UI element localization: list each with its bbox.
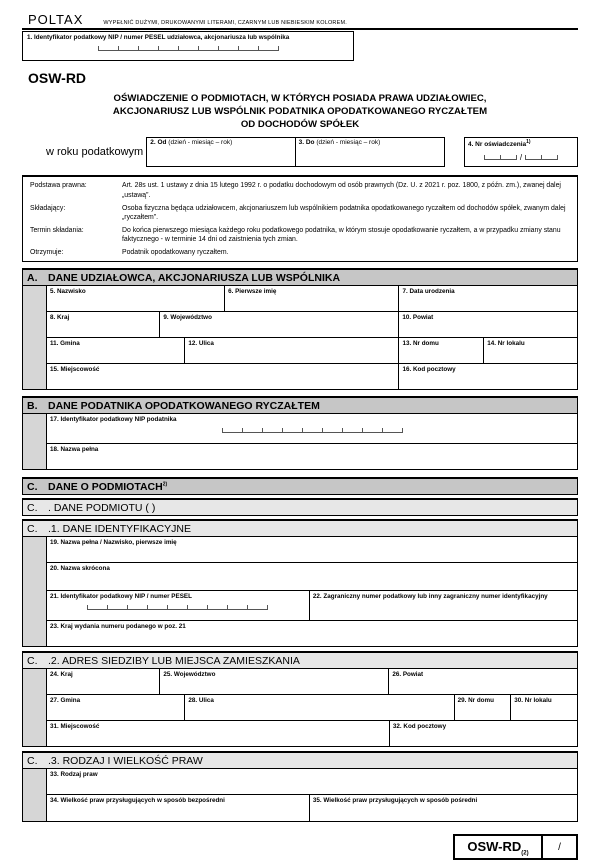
field-21-entry-ruler bbox=[50, 605, 306, 610]
field-20-label: 20. Nazwa skrócona bbox=[50, 564, 110, 572]
page-footer bbox=[22, 834, 578, 860]
section-c-footnote-mark: 2) bbox=[162, 481, 168, 488]
field-8-kraj[interactable] bbox=[47, 312, 160, 337]
nr-ruler-left bbox=[484, 155, 517, 160]
field-7-data-urodzenia[interactable] bbox=[399, 286, 577, 311]
field-22-zagraniczny-numer[interactable] bbox=[310, 591, 577, 620]
nr-separator: / bbox=[519, 153, 523, 163]
section-c1-header bbox=[22, 519, 578, 537]
field-11-label: 11. Gmina bbox=[50, 339, 80, 347]
field-11-gmina[interactable] bbox=[47, 338, 185, 363]
field-35-wielkosc-praw-posrednich[interactable] bbox=[310, 795, 577, 821]
legal-info-box bbox=[22, 175, 578, 263]
section-c2-letter: C. bbox=[27, 654, 38, 667]
legal-label: Termin składania: bbox=[30, 226, 84, 234]
field-28-label: 28. Ulica bbox=[188, 696, 214, 704]
field-24-kraj[interactable] bbox=[47, 669, 160, 694]
field-4-nr-oswiadczenia[interactable] bbox=[464, 137, 578, 167]
section-c3 bbox=[22, 751, 578, 822]
form-title-line3: OD DOCHODÓW SPÓŁEK bbox=[240, 119, 360, 131]
field-2-label: 2. Od bbox=[150, 139, 167, 147]
field-17-nip-podatnika[interactable] bbox=[47, 414, 577, 443]
section-c-subject-title: . DANE PODMIOTU ( ) bbox=[48, 501, 156, 514]
field-18-nazwa-pelna[interactable] bbox=[47, 444, 577, 469]
field-18-label: 18. Nazwa pełna bbox=[50, 445, 99, 453]
footer-form-code bbox=[455, 836, 543, 858]
section-c-title-text: DANE O PODMIOTACH bbox=[48, 480, 163, 493]
field-5-label: 5. Nazwisko bbox=[50, 287, 86, 295]
section-c1 bbox=[22, 519, 578, 647]
field-21-nip-pesel[interactable] bbox=[47, 591, 310, 620]
section-b-title: DANE PODATNIKA OPODATKOWANEGO RYCZAŁTEM bbox=[48, 399, 320, 412]
legal-label: Otrzymuje: bbox=[30, 249, 64, 257]
field-8-label: 8. Kraj bbox=[50, 313, 70, 321]
field-32-label: 32. Kod pocztowy bbox=[392, 722, 447, 730]
field-35-label: 35. Wielkość praw przysługujących w sposób pośredni bbox=[312, 796, 478, 804]
field-2-od[interactable] bbox=[146, 137, 295, 167]
section-c2-margin-strip bbox=[23, 669, 47, 746]
section-a-title: DANE UDZIAŁOWCA, AKCJONARIUSZA LUB WSPÓLNIKA bbox=[48, 271, 341, 284]
form-title-line2: AKCJONARIUSZ LUB WSPÓLNIK PODATNIKA OPODATKOWANEGO RYCZAŁTEM bbox=[112, 106, 488, 118]
section-c1-body bbox=[22, 537, 578, 647]
field-17-entry-ruler bbox=[50, 428, 574, 433]
field-21-label: 21. Identyfikator podatkowy NIP / numer PESEL bbox=[50, 592, 192, 600]
field-25-wojewodztwo[interactable] bbox=[160, 669, 389, 694]
field-23-kraj-wydania[interactable] bbox=[47, 621, 577, 646]
legal-text: Podatnik opodatkowany ryczałtem. bbox=[122, 249, 229, 257]
field-3-hint: (dzień - miesiąc – rok) bbox=[316, 139, 381, 147]
footer-page-indicator: / bbox=[558, 841, 561, 853]
footer-form-code-text: OSW-RD bbox=[467, 839, 522, 855]
field-5-nazwisko[interactable] bbox=[47, 286, 225, 311]
field-9-label: 9. Województwo bbox=[163, 313, 212, 321]
field-30-label: 30. Nr lokalu bbox=[514, 696, 552, 704]
field-20-nazwa-skrocona[interactable] bbox=[47, 563, 577, 590]
top-header bbox=[22, 12, 578, 28]
legal-label: Podstawa prawna: bbox=[30, 182, 87, 190]
section-a-margin-strip bbox=[23, 286, 47, 389]
legal-row-termin bbox=[23, 224, 577, 246]
field-1-label: 1. Identyfikator podatkowy NIP / numer PESEL udziałowca, akcjonariusza lub wspólnika bbox=[27, 34, 290, 41]
field-27-label: 27. Gmina bbox=[50, 696, 81, 704]
section-c3-header bbox=[22, 751, 578, 769]
footer-box bbox=[453, 834, 578, 860]
field-16-label: 16. Kod pocztowy bbox=[402, 365, 456, 373]
field-4-footnote-mark: 1) bbox=[526, 139, 531, 146]
section-b-margin-strip bbox=[23, 414, 47, 469]
field-1-entry-ruler bbox=[27, 46, 349, 51]
form-title bbox=[22, 92, 578, 132]
field-16-kod-pocztowy[interactable] bbox=[399, 364, 577, 389]
legal-text: Osoba fizyczna będąca udziałowcem, akcjonariuszem lub wspólnikiem podatnika opodatkowanego ryczałtem od dochodów spółek, zwanym dalej „ryczałtem”. bbox=[122, 204, 566, 222]
field-28-ulica[interactable] bbox=[185, 695, 454, 720]
section-c2-header bbox=[22, 651, 578, 669]
section-c-subject-letter: C. bbox=[27, 501, 38, 514]
form-title-line1: OŚWIADCZENIE O PODMIOTACH, W KTÓRYCH POSIADA PRAWA UDZIAŁOWIEC, bbox=[113, 93, 487, 104]
section-a-header bbox=[22, 268, 578, 286]
legal-row-otrzymuje bbox=[23, 247, 577, 260]
section-c2-title: .2. ADRES SIEDZIBY LUB MIEJSCA ZAMIESZKANIA bbox=[48, 654, 300, 667]
field-13-nr-domu[interactable] bbox=[399, 338, 484, 363]
field-12-label: 12. Ulica bbox=[188, 339, 214, 347]
section-b-letter: B. bbox=[27, 399, 38, 412]
nip-ruler bbox=[222, 428, 403, 433]
field-25-label: 25. Województwo bbox=[163, 670, 216, 678]
field-15-miejscowosc[interactable] bbox=[47, 364, 399, 389]
field-24-label: 24. Kraj bbox=[50, 670, 73, 678]
fill-instruction: WYPEŁNIĆ DUŻYMI, DRUKOWANYMI LITERAMI, CZARNYM LUB NIEBIESKIM KOLOREM. bbox=[103, 20, 347, 26]
field-30-nr-lokalu[interactable] bbox=[511, 695, 577, 720]
section-a-body bbox=[22, 286, 578, 390]
header-rule bbox=[22, 28, 578, 30]
field-3-label: 3. Do bbox=[298, 139, 315, 147]
section-c-title bbox=[48, 481, 167, 493]
field-31-miejscowosc[interactable] bbox=[47, 721, 390, 746]
field-1-nip-pesel-udzialowca[interactable] bbox=[22, 31, 354, 61]
nr-ruler-right bbox=[525, 155, 558, 160]
form-code-heading: OSW-RD bbox=[28, 70, 87, 86]
field-22-label: 22. Zagraniczny numer podatkowy lub inny zagraniczny numer identyfikacyjny bbox=[312, 592, 548, 600]
section-c3-letter: C. bbox=[27, 754, 38, 767]
field-4-entry-ruler bbox=[468, 153, 574, 163]
field-15-label: 15. Miejscowość bbox=[50, 365, 100, 373]
section-a bbox=[22, 268, 578, 390]
tax-year-prefix: w roku podatkowym bbox=[46, 145, 144, 158]
section-a-letter: A. bbox=[27, 271, 38, 284]
section-c2-body bbox=[22, 669, 578, 747]
poltax-logo: POLTAX bbox=[28, 12, 84, 27]
legal-row-skladajacy bbox=[23, 202, 577, 224]
section-b bbox=[22, 396, 578, 470]
field-23-label: 23. Kraj wydania numeru podanego w poz. 21 bbox=[50, 622, 186, 630]
field-14-nr-lokalu[interactable] bbox=[484, 338, 577, 363]
field-32-kod-pocztowy[interactable] bbox=[390, 721, 577, 746]
section-b-header bbox=[22, 396, 578, 414]
field-26-powiat[interactable] bbox=[389, 669, 577, 694]
section-c-header bbox=[22, 477, 578, 495]
section-c1-title: .1. DANE IDENTYFIKACYJNE bbox=[48, 522, 191, 535]
nip-ruler bbox=[98, 46, 279, 51]
field-13-label: 13. Nr domu bbox=[402, 339, 439, 347]
field-6-pierwsze-imie[interactable] bbox=[225, 286, 399, 311]
field-29-nr-domu[interactable] bbox=[455, 695, 512, 720]
field-33-rodzaj-praw[interactable] bbox=[47, 769, 577, 794]
field-19-label: 19. Nazwa pełna / Nazwisko, pierwsze imię bbox=[50, 538, 177, 546]
section-c3-margin-strip bbox=[23, 769, 47, 821]
section-c-letter: C. bbox=[27, 480, 38, 493]
field-2-hint: (dzień - miesiąc – rok) bbox=[168, 139, 233, 147]
field-19-nazwa-pelna[interactable] bbox=[47, 537, 577, 562]
field-31-label: 31. Miejscowość bbox=[50, 722, 100, 730]
field-7-label: 7. Data urodzenia bbox=[402, 287, 455, 295]
field-12-ulica[interactable] bbox=[185, 338, 399, 363]
field-4-label: 4. Nr oświadczenia bbox=[467, 141, 527, 149]
section-c1-margin-strip bbox=[23, 537, 47, 646]
field-10-powiat[interactable] bbox=[399, 312, 577, 337]
field-27-gmina[interactable] bbox=[47, 695, 185, 720]
field-17-label: 17. Identyfikator podatkowy NIP podatnika bbox=[50, 415, 177, 423]
footer-form-version: (2) bbox=[521, 850, 529, 857]
legal-text: Art. 28s ust. 1 ustawy z dnia 15 lutego 1992 r. o podatku dochodowym od osób prawnych (Dz. U. z 2021 r. poz. 1800, z późn. zm.), zwanej dalej „ustawą”. bbox=[122, 182, 561, 199]
field-14-label: 14. Nr lokalu bbox=[487, 339, 525, 347]
field-3-do[interactable] bbox=[296, 137, 445, 167]
section-c-subject-header bbox=[22, 498, 578, 516]
tax-year-row bbox=[46, 137, 578, 167]
field-26-label: 26. Powiat bbox=[392, 670, 424, 678]
legal-label: Składający: bbox=[30, 204, 66, 212]
field-6-label: 6. Pierwsze imię bbox=[228, 287, 277, 295]
section-c3-title: .3. RODZAJ I WIELKOŚĆ PRAW bbox=[48, 754, 203, 767]
field-33-label: 33. Rodzaj praw bbox=[50, 770, 98, 778]
field-29-label: 29. Nr domu bbox=[457, 696, 494, 704]
nip-ruler bbox=[87, 605, 268, 610]
field-9-wojewodztwo[interactable] bbox=[160, 312, 399, 337]
field-34-wielkosc-praw-bezposrednich[interactable] bbox=[47, 795, 310, 821]
field-34-label: 34. Wielkość praw przysługujących w sposób bezpośredni bbox=[50, 796, 225, 804]
legal-row-podstawa bbox=[23, 180, 577, 202]
legal-text: Do końca pierwszego miesiąca każdego roku podatkowego podatnika, w którym stosuje opodatkowanie ryczałtem, a w przypadku zmiany stanu faktycznego - w terminie 14 dni od zaistnienia tych zmian. bbox=[122, 226, 561, 244]
section-b-body bbox=[22, 414, 578, 470]
section-c2 bbox=[22, 651, 578, 747]
section-c3-body bbox=[22, 769, 578, 822]
section-c1-letter: C. bbox=[27, 522, 38, 535]
field-10-label: 10. Powiat bbox=[402, 313, 434, 321]
